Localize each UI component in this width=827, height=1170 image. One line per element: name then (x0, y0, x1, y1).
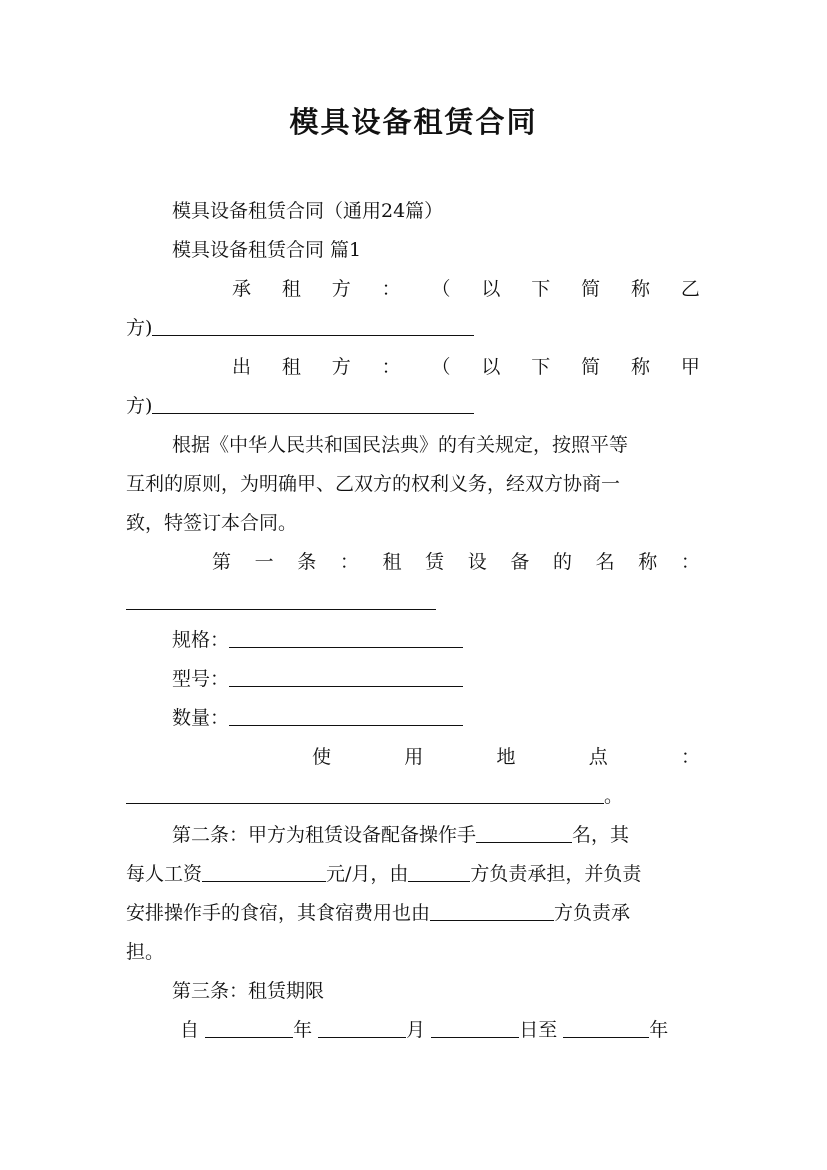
lessee-label: 承 租 方 ： （ 以 下 简 称 乙 (232, 278, 700, 300)
operators-count-blank[interactable] (476, 820, 572, 843)
end-year-blank[interactable] (563, 1015, 649, 1038)
section-heading: 模具设备租赁合同 篇1 (172, 239, 362, 261)
lessee-line: 方) (126, 313, 700, 343)
subtitle: 模具设备租赁合同（通用24篇） (172, 200, 444, 222)
spec-blank[interactable] (229, 625, 463, 648)
lessor-line: 方) (126, 391, 700, 421)
equipment-name-blank[interactable] (126, 608, 436, 610)
art2-line1: 第二条：甲方为租赁设备配备操作手 名，其 (172, 820, 700, 850)
art2-line2: 每人工资 元/月，由 方负责承担，并负责 (126, 859, 700, 889)
art1-label: 第 一 条 ： 租 赁 设 备 的 名 称 ： (212, 551, 700, 573)
lessor-label: 出 租 方 ： （ 以 下 简 称 甲 (232, 356, 700, 378)
period-line: 自 年 月 日至 年 (180, 1015, 700, 1045)
model-line: 型号： (172, 664, 700, 694)
start-month-blank[interactable] (318, 1015, 406, 1038)
para1-line3: 致，特签订本合同。 (126, 512, 298, 534)
model-blank[interactable] (229, 664, 463, 687)
document-title: 模具设备租赁合同 (289, 105, 538, 139)
lessor-blank[interactable] (152, 391, 474, 414)
art3-heading: 第三条：租赁期限 (172, 980, 325, 1002)
art2-line3: 安排操作手的食宿，其食宿费用也由 方负责承 (126, 898, 700, 928)
wage-party-blank[interactable] (408, 859, 470, 882)
lodging-party-blank[interactable] (430, 898, 554, 921)
start-year-blank[interactable] (205, 1015, 293, 1038)
start-day-blank[interactable] (431, 1015, 519, 1038)
location-line: 。 (126, 781, 700, 811)
qty-line: 数量： (172, 703, 700, 733)
spec-line: 规格： (172, 625, 700, 655)
lessee-blank[interactable] (152, 313, 474, 336)
wage-blank[interactable] (202, 859, 326, 882)
para1-line1: 根据《中华人民共和国民法典》的有关规定，按照平等 (172, 434, 629, 456)
para1-line2: 互利的原则，为明确甲、乙双方的权利义务，经双方协商一 (126, 473, 621, 495)
art2-line4: 担。 (126, 941, 165, 963)
qty-blank[interactable] (229, 703, 463, 726)
location-blank[interactable] (126, 781, 604, 804)
location-label: 使 用 地 点 ： (312, 746, 700, 768)
